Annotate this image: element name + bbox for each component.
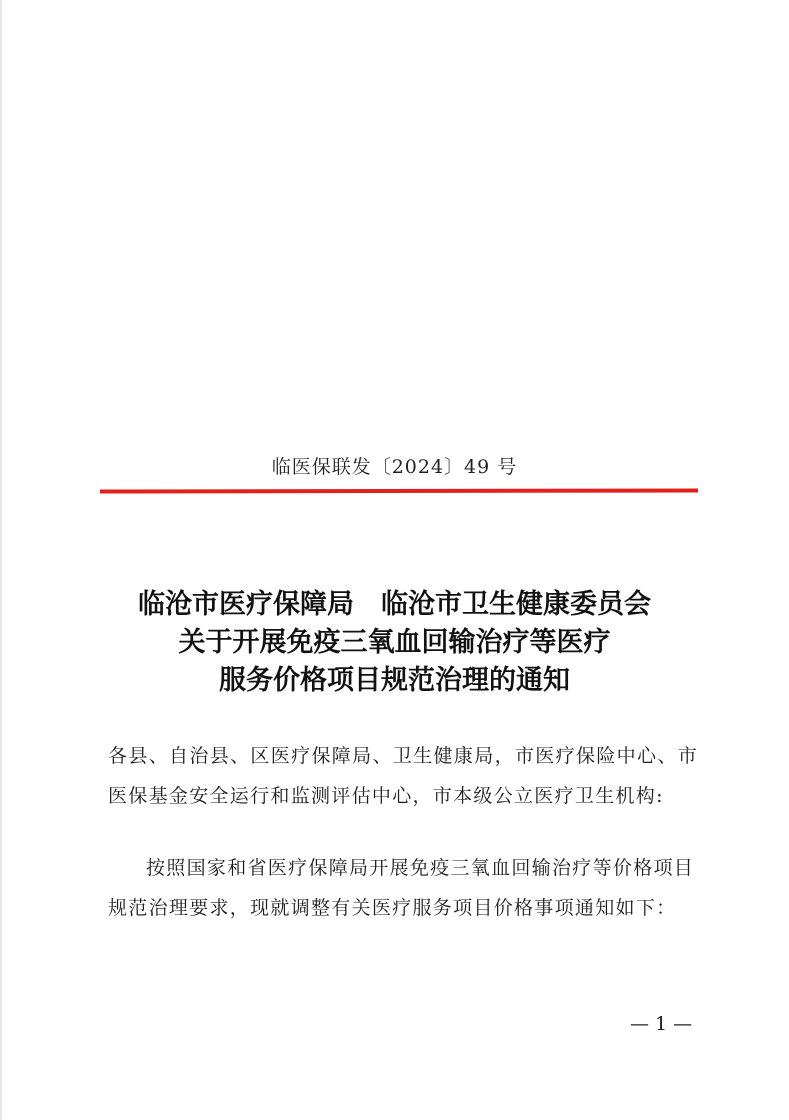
red-separator-rule (100, 488, 698, 493)
addressee-paragraph: 各县、自治县、区医疗保障局、卫生健康局，市医疗保险中心、市医保基金安全运行和监测评估中心，市本级公立医疗卫生机构: (108, 745, 698, 807)
body-paragraph-1: 按照国家和省医疗保障局开展免疫三氧血回输治疗等价格项目规范治理要求，现就调整有关医疗服务项目价格事项通知如下： (108, 857, 695, 919)
page-number: — 1 — (630, 1013, 693, 1035)
document-title (0, 586, 789, 700)
title-line-1: 临沧市医疗保障局 临沧市卫生健康委员会 (138, 589, 651, 620)
title-line-2: 关于开展免疫三氧血回输治疗等医疗 (178, 627, 611, 658)
title-line-3: 服务价格项目规范治理的通知 (219, 665, 570, 696)
page-edge (0, 0, 2, 1120)
document-number: 临医保联发〔2024〕49 号 (271, 456, 518, 478)
